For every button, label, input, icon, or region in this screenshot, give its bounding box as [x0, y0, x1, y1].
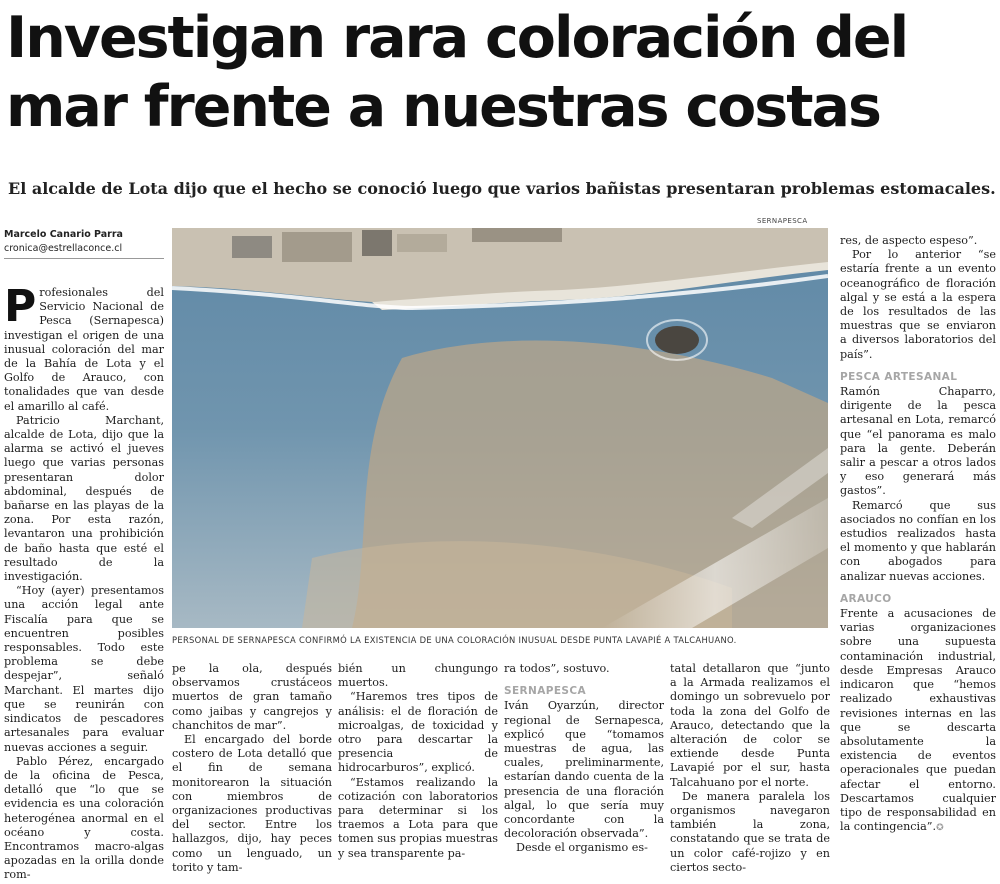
- town-block: [397, 234, 447, 252]
- paragraph: Pablo Pérez, encargado de la oficina de Pesca, detalló que “lo que se evidencia es una coloración heterogénea anormal en el océano y costa. Encontramos macro-algas apozadas en la orilla donde rom-: [4, 754, 164, 882]
- paragraph: “Hoy (ayer) presentamos una acción legal ante Fiscalía para que se encuentren posibles responsables. Todo este problema se debe despejar”, señaló Marchant. El martes dijo que se reunirán con sindicatos de pescadores artesanales para evaluar nuevas acciones a seguir.: [4, 584, 164, 754]
- paragraph: res, de aspecto espeso”.: [840, 234, 978, 247]
- paragraph: ra todos”, sostuvo.: [504, 662, 610, 675]
- paragraph: Remarcó que sus asociados no confían en los estudios realizados hasta el momento y que hablarán con abogados para analizar nuevas acciones.: [840, 498, 996, 583]
- paragraph: “Haremos tres tipos de análisis: el de floración de microalgas, de toxicidad y otro para descartar la presencia de hidrocarburos”, explicó.: [338, 690, 498, 775]
- photo-caption: PERSONAL DE SERNAPESCA CONFIRMÓ LA EXISTENCIA DE UNA COLORACIÓN INUSUAL DESDE PUNTA LAVAPIÉ A TALCAHUANO.: [172, 635, 737, 645]
- paragraph: De manera paralela los organismos navegaron también la zona, constatando que se trata de un color café-rojizo y en ciertos secto-: [670, 789, 830, 874]
- headline-line-2: mar frente a nuestras costas: [6, 74, 880, 140]
- end-mark-icon: ✪: [936, 823, 944, 834]
- town-block: [472, 228, 562, 242]
- paragraph: Patricio Marchant, alcalde de Lota, dijo que la alarma se activó el jueves luego que varias personas presentaran dolor abdominal, después de bañarse en las playas de la zona. Por esta razón, levantaron una prohibición de baño hasta que esté el resultado de la investigación.: [4, 413, 164, 584]
- paragraph: bién un chungungo muertos.: [338, 662, 498, 690]
- headline-line-1: Investigan rara coloración del: [6, 5, 908, 71]
- paragraph: Iván Oyarzún, director regional de Sernapesca, explicó que “tomamos muestras de agua, las cuales, preliminarmente, estarían dando cuenta de la presencia de una floración algal, lo que sería muy concordante con la decoloración observada”.: [504, 699, 664, 841]
- town-block: [362, 230, 392, 256]
- paragraph: Profesionales del Servicio Nacional de Pesca (Sernapesca) investigan el origen de una inusual coloración del mar de la Bahía de Lota y el Golfo de Arauco, con tonalidades que van desde el amarillo al café.: [4, 281, 164, 413]
- byline-email: cronica@estrellaconce.cl: [4, 243, 123, 254]
- article-column-5: [670, 662, 830, 875]
- paragraph: “Estamos realizando la cotización con laboratorios para determinar si los traemos a Lota para que tomen sus propias muestras y sea transparente pa-: [338, 775, 498, 860]
- byline-author: Marcelo Canario Parra: [4, 229, 123, 240]
- article-column-1: [4, 281, 164, 883]
- paragraph: Ramón Chaparro, dirigente de la pesca artesanal en Lota, remarcó que “el panorama es malo para la gente. Deberán salir a pescar a otros lados y eso generará más gastos”.: [840, 385, 996, 498]
- byline-divider: [4, 258, 164, 259]
- paragraph: Frente a acusaciones de varias organizaciones sobre una supuesta contaminación industrial, desde Empresas Arauco indicaron que “hemos realizado exhaustivas revisiones internas en las que se descarta absolutamente la existencia de eventos operacionales que puedan afectar el entorno. Descartamos cualquier tipo de responsabilidad en la contingencia”.✪: [840, 607, 996, 834]
- paragraph: El encargado del borde costero de Lota detalló que el fin de semana monitorearon la situación con miembros de organizaciones productivas del sector. Entre los hallazgos, dijo, hay peces como un lenguado, un torito y tam-: [172, 733, 332, 874]
- paragraph: pe la ola, después observamos crustáceos muertos de gran tamaño como jaibas y cangrejos y chanchitos de mar”.: [172, 662, 332, 732]
- section-heading-sernapesca: SERNAPESCA: [504, 685, 586, 698]
- paragraph: Desde el organismo es-: [516, 841, 648, 855]
- paragraph: Por lo anterior “se estaría frente a un evento oceanográfico de floración algal y se está a la espera de los resultados de las muestras que se enviaron a diversos laboratorios del país”.: [840, 248, 996, 361]
- article-column-4: [504, 662, 664, 856]
- paragraph: tatal detallaron que “junto a la Armada realizamos el domingo un sobrevuelo por toda la zona del Golfo de Arauco, detectando que la alteración de color se extiende desde Punta Lavapié por el sur, hasta Talcahuano por el norte.: [670, 662, 830, 789]
- section-heading-pesca-artesanal: PESCA ARTESANAL: [840, 370, 958, 383]
- drop-cap: P: [4, 281, 37, 332]
- article-column-6: [840, 234, 996, 835]
- section-heading-arauco: ARAUCO: [840, 592, 892, 605]
- town-block: [282, 232, 352, 262]
- rock-outcrop: [655, 326, 699, 354]
- byline: [4, 228, 164, 256]
- photo-credit: SERNAPESCA: [757, 217, 808, 225]
- article-column-2: [172, 662, 332, 875]
- headline: [6, 4, 996, 142]
- subheadline: El alcalde de Lota dijo que el hecho se conoció luego que varios bañistas presentaran problemas estomacales.: [8, 179, 996, 198]
- town-block: [232, 236, 272, 258]
- article-column-3: [338, 662, 498, 861]
- aerial-photo: [172, 228, 828, 628]
